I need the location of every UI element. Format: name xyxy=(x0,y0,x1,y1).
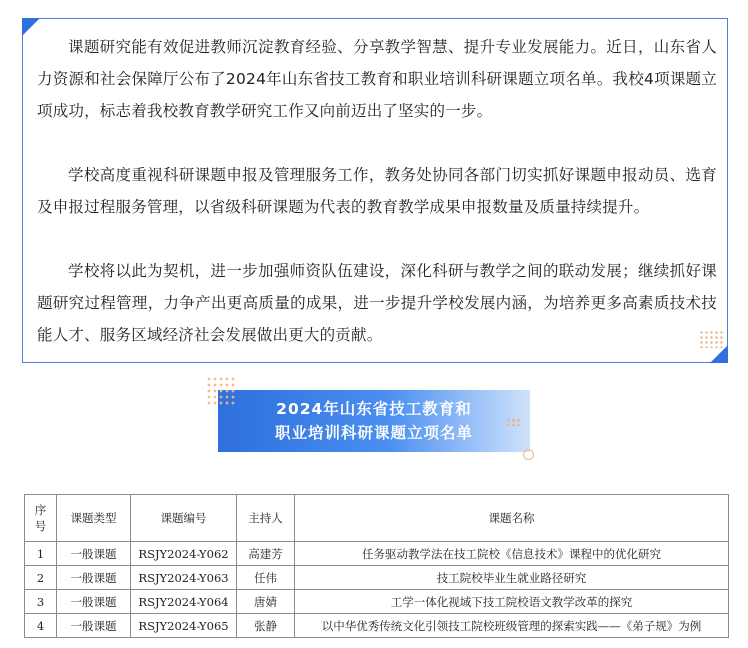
header-seq xyxy=(25,495,57,542)
table-row xyxy=(25,542,729,566)
dots-decoration xyxy=(206,376,236,406)
cell-seq: 4 xyxy=(25,614,57,638)
table-row xyxy=(25,614,729,638)
cell-name: 工学一体化视域下技工院校语文教学改革的探究 xyxy=(295,590,729,614)
header-seq-top: 序 xyxy=(34,503,47,517)
corner-triangle-decoration xyxy=(710,345,728,363)
banner-title-line-2: 职业培训科研课题立项名单 xyxy=(274,424,473,442)
banner-box xyxy=(218,390,530,452)
header-host: 主持人 xyxy=(237,495,295,542)
header-type: 课题类型 xyxy=(57,495,131,542)
cell-seq: 3 xyxy=(25,590,57,614)
intro-paragraph-1: 课题研究能有效促进教师沉淀教育经验、分享教学智慧、提升专业发展能力。近日，山东省人力资源和社会保障厅公布了2024年山东省技工教育和职业培训科研课题立项名单。我校4项课题立项成功，标志着我校教育教学研究工作又向前迈出了坚实的一步。 xyxy=(37,38,717,120)
dots-decoration xyxy=(506,418,522,426)
cell-name: 任务驱动教学法在技工院校《信息技术》课程中的优化研究 xyxy=(295,542,729,566)
cell-name: 以中华优秀传统文化引领技工院校班级管理的探索实践——《弟子规》为例 xyxy=(295,614,729,638)
table-row xyxy=(25,590,729,614)
header-seq-bottom: 号 xyxy=(34,519,47,533)
cell-type: 一般课题 xyxy=(57,566,131,590)
table-header-row xyxy=(25,495,729,542)
cell-host: 张静 xyxy=(237,614,295,638)
intro-card xyxy=(22,18,728,363)
circle-decoration xyxy=(523,449,534,460)
cell-seq: 2 xyxy=(25,566,57,590)
cell-type: 一般课题 xyxy=(57,590,131,614)
cell-host: 高建芳 xyxy=(237,542,295,566)
cell-seq: 1 xyxy=(25,542,57,566)
intro-paragraph-3: 学校将以此为契机，进一步加强师资队伍建设，深化科研与教学之间的联动发展；继续抓好课题研究过程管理，力争产出更高质量的成果，进一步提升学校发展内涵，为培养更多高素质技术技能人才、服务区域经济社会发展做出更大的贡献。 xyxy=(37,262,717,344)
cell-type: 一般课题 xyxy=(57,542,131,566)
cell-code: RSJY2024-Y065 xyxy=(131,614,237,638)
table-row xyxy=(25,566,729,590)
cell-code: RSJY2024-Y063 xyxy=(131,566,237,590)
cell-host: 唐婧 xyxy=(237,590,295,614)
project-list-table xyxy=(24,494,729,638)
header-name: 课题名称 xyxy=(295,495,729,542)
section-banner xyxy=(218,390,532,452)
cell-type: 一般课题 xyxy=(57,614,131,638)
cell-code: RSJY2024-Y064 xyxy=(131,590,237,614)
cell-name: 技工院校毕业生就业路径研究 xyxy=(295,566,729,590)
cell-host: 任伟 xyxy=(237,566,295,590)
intro-paragraph-2: 学校高度重视科研课题申报及管理服务工作，教务处协同各部门切实抓好课题申报动员、选育及申报过程服务管理，以省级科研课题为代表的教育教学成果申报数量及质量持续提升。 xyxy=(37,166,717,216)
cell-code: RSJY2024-Y062 xyxy=(131,542,237,566)
banner-title-line-1: 2024年山东省技工教育和 xyxy=(276,400,472,418)
header-code: 课题编号 xyxy=(131,495,237,542)
